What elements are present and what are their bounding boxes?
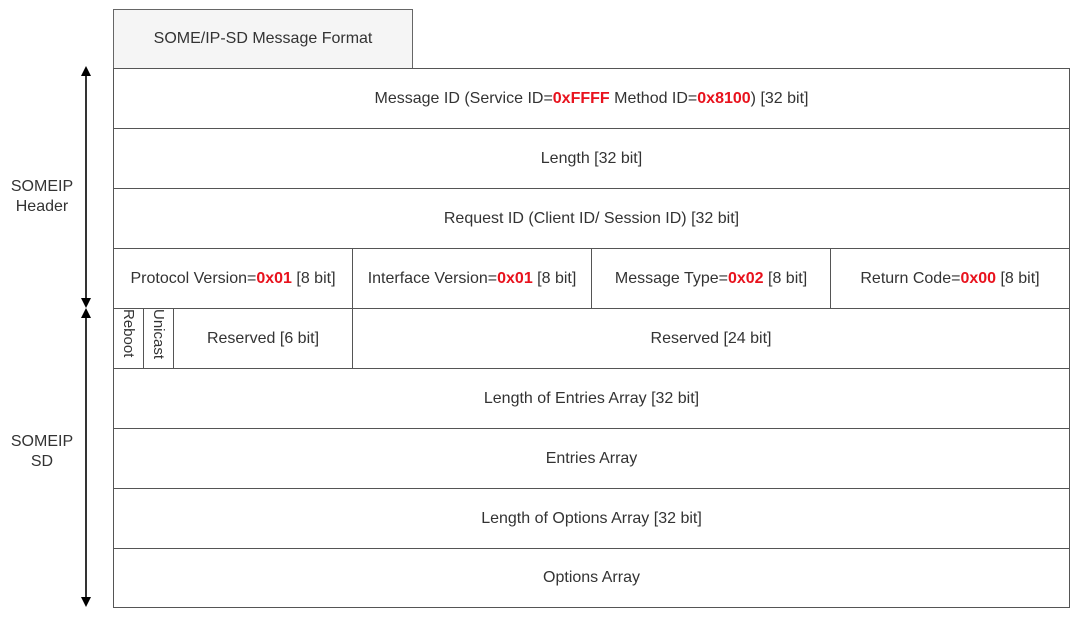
header-label-line2: Header xyxy=(15,198,69,215)
reboot-flag-label: Reboot xyxy=(120,309,137,358)
message-id-field xyxy=(113,68,1070,129)
sd-bracket-arrow xyxy=(81,308,91,607)
unicast-flag-field xyxy=(143,308,174,369)
diagram-title: SOME/IP-SD Message Format xyxy=(153,30,373,47)
options-length-field xyxy=(113,488,1070,549)
reserved-6bit-label: Reserved [6 bit] xyxy=(206,329,320,347)
message-type-value: 0x02 xyxy=(727,269,764,287)
message-type-bits: [8 bit] xyxy=(763,269,808,287)
entries-array-field xyxy=(113,428,1070,489)
protocol-version-bits: [8 bit] xyxy=(291,269,336,287)
options-length-label: Length of Options Array [32 bit] xyxy=(481,509,702,527)
length-label: Length [32 bit] xyxy=(540,149,643,167)
options-array-label: Options Array xyxy=(543,569,640,586)
reserved-24bit-label: Reserved [24 bit] xyxy=(650,329,772,347)
request-id-field xyxy=(113,188,1070,249)
return-code-label: Return Code= xyxy=(860,269,961,287)
interface-version-label: Interface Version= xyxy=(367,269,498,287)
return-code-field xyxy=(830,248,1070,309)
unicast-flag-label: Unicast xyxy=(150,309,167,360)
request-id-label: Request ID (Client ID/ Session ID) [32 bit] xyxy=(443,209,740,227)
service-id-value: 0xFFFF xyxy=(552,89,610,107)
return-code-bits: [8 bit] xyxy=(996,269,1040,287)
message-type-label: Message Type= xyxy=(614,269,728,287)
return-code-value: 0x00 xyxy=(960,269,997,287)
header-bracket-arrow xyxy=(81,66,91,308)
reboot-flag-field xyxy=(113,308,144,369)
reserved-6bit-field xyxy=(173,308,353,369)
message-id-prefix: Message ID (Service ID= xyxy=(374,89,553,107)
interface-version-value: 0x01 xyxy=(497,269,533,287)
entries-length-field xyxy=(113,368,1070,429)
sd-label-line1: SOMEIP xyxy=(10,433,74,450)
message-id-suffix: ) [32 bit] xyxy=(750,89,809,107)
reserved-24bit-field xyxy=(352,308,1070,369)
entries-length-label: Length of Entries Array [32 bit] xyxy=(483,389,700,407)
options-array-field xyxy=(113,548,1070,608)
header-label-line1: SOMEIP xyxy=(10,178,74,195)
protocol-version-field xyxy=(113,248,353,309)
protocol-version-label: Protocol Version= xyxy=(130,269,257,287)
protocol-version-value: 0x01 xyxy=(256,269,292,287)
message-id-middle: Method ID= xyxy=(609,89,698,107)
diagram-title-tab xyxy=(113,9,413,68)
message-type-field xyxy=(591,248,831,309)
method-id-value: 0x8100 xyxy=(697,89,751,107)
entries-array-label: Entries Array xyxy=(545,449,638,467)
sd-label-line2: SD xyxy=(30,453,54,470)
length-field xyxy=(113,128,1070,189)
bracket-arrows xyxy=(70,62,104,612)
interface-version-field xyxy=(352,248,592,309)
interface-version-bits: [8 bit] xyxy=(532,269,577,287)
